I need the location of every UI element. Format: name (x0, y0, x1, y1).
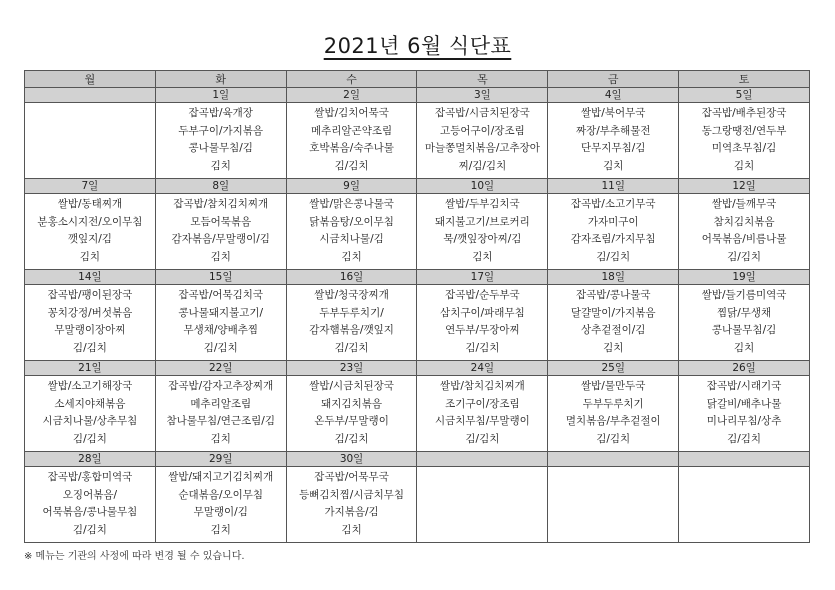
day-date (417, 452, 548, 467)
day-menu (155, 103, 286, 179)
menu-item: 김치 (341, 250, 362, 263)
menu-item: 참치김치볶음 (713, 215, 775, 228)
menu-item: 김치 (603, 341, 624, 354)
menu-item: 등뼈김치찜/시금치무침 (299, 488, 405, 501)
menu-item: 두부두루치기 (582, 397, 644, 410)
day-menu (286, 194, 417, 270)
day-menu (25, 194, 156, 270)
menu-item: 고등어구이/장조림 (440, 124, 525, 137)
menu-item: 가자미구이 (587, 215, 639, 228)
date-row (25, 270, 810, 285)
menu-item: 쌀밥/김치어묵국 (314, 107, 389, 119)
day-menu (155, 285, 286, 361)
day-date: 24일 (417, 361, 548, 376)
menu-item: 잡곡밥/어묵무국 (314, 471, 389, 483)
menu-item: 쌀밥/참치김치찌개 (440, 380, 525, 392)
day-date: 28일 (25, 452, 156, 467)
day-date (25, 88, 156, 103)
menu-item: 상추겉절이/김 (581, 324, 646, 336)
menu-item: 콩나물무침/김 (188, 142, 253, 154)
menu-item: 잡곡밥/팽이된장국 (47, 289, 133, 301)
menu-item: 감자볶음/무말랭이/김 (171, 233, 270, 245)
menu-item: 잡곡밥/어묵김치국 (178, 289, 264, 301)
day-menu (417, 103, 548, 179)
menu-item: 닭갈비/배추나물 (706, 397, 782, 410)
menu-row (25, 285, 810, 361)
menu-item: 쌀밥/맑은콩나물국 (309, 198, 394, 210)
menu-item: 어묵볶음/비름나물 (701, 233, 787, 245)
menu-item: 김/김치 (334, 341, 369, 354)
day-date: 12일 (679, 179, 810, 194)
menu-row (25, 194, 810, 270)
menu-item: 김치 (210, 250, 231, 263)
menu-item: 잡곡밥/배추된장국 (701, 107, 787, 119)
day-date: 7일 (25, 179, 156, 194)
menu-item: 잡곡밥/홍합미역국 (47, 471, 133, 483)
day-date: 4일 (548, 88, 679, 103)
day-date: 2일 (286, 88, 417, 103)
day-date: 29일 (155, 452, 286, 467)
day-menu (548, 194, 679, 270)
menu-item: 순대볶음/오이무침 (178, 488, 264, 501)
date-row (25, 88, 810, 103)
day-menu (679, 194, 810, 270)
day-menu (25, 376, 156, 452)
menu-item: 메추리알조림 (190, 397, 252, 410)
menu-item: 깻잎지/김 (67, 233, 112, 245)
menu-item: 김치 (210, 432, 231, 445)
day-menu (417, 467, 548, 543)
menu-item: 김치 (341, 523, 362, 536)
day-date: 15일 (155, 270, 286, 285)
menu-item: 김치 (210, 159, 231, 172)
day-menu (548, 467, 679, 543)
day-menu (25, 467, 156, 543)
menu-item: 돼지김치볶음 (321, 397, 382, 410)
day-date: 3일 (417, 88, 548, 103)
day-menu (679, 103, 810, 179)
weekday-header: 토 (679, 71, 810, 88)
day-menu (417, 285, 548, 361)
menu-item: 두부두루치기/ (319, 306, 384, 319)
menu-item: 잡곡밥/육개장 (188, 107, 253, 119)
menu-item: 쌀밥/물만두국 (581, 380, 646, 392)
menu-item: 조기구이/장조림 (445, 397, 520, 410)
weekday-header: 금 (548, 71, 679, 88)
page-title: 2021년 6월 식단표 (323, 34, 512, 58)
day-menu (417, 376, 548, 452)
menu-item: 쌀밥/소고기해장국 (47, 380, 133, 392)
day-date: 11일 (548, 179, 679, 194)
menu-item: 무말랭이장아찌 (54, 324, 126, 336)
menu-item: 삼치구이/파래무침 (440, 306, 525, 319)
menu-item: 잡곡밥/시래기국 (706, 380, 782, 392)
menu-item: 잡곡밥/시금치된장국 (434, 107, 530, 119)
menu-item: 김/김치 (727, 432, 762, 445)
menu-item: 쌀밥/청국장찌개 (314, 289, 389, 301)
day-menu (25, 103, 156, 179)
day-menu (155, 467, 286, 543)
day-date: 14일 (25, 270, 156, 285)
weekday-header: 월 (25, 71, 156, 88)
menu-item: 시금치나물/김 (319, 233, 384, 245)
menu-item: 김/김치 (596, 432, 631, 445)
menu-item: 김치 (733, 341, 755, 354)
menu-item: 김/김치 (203, 341, 238, 354)
day-date (548, 452, 679, 467)
menu-item: 분홍소시지전/오이무침 (37, 215, 143, 228)
day-menu (286, 467, 417, 543)
day-menu (286, 103, 417, 179)
menu-item: 묵/깻잎장아찌/김 (443, 233, 522, 245)
day-date: 16일 (286, 270, 417, 285)
menu-item: 가지볶음/김 (324, 506, 379, 518)
date-row (25, 452, 810, 467)
meal-calendar (24, 70, 810, 543)
menu-item: 무말랭이/김 (193, 506, 248, 518)
weekday-header: 목 (417, 71, 548, 88)
date-row (25, 361, 810, 376)
menu-item: 김/김치 (334, 432, 369, 445)
menu-item: 김치 (472, 250, 493, 263)
day-date: 8일 (155, 179, 286, 194)
menu-item: 오징어볶음/ (62, 488, 118, 501)
menu-item: 호박볶음/숙주나물 (309, 142, 394, 154)
menu-item: 단무지무침/김 (581, 142, 646, 154)
date-row (25, 179, 810, 194)
menu-item: 소세지야채볶음 (54, 397, 126, 410)
menu-item: 김/김치 (465, 341, 500, 354)
menu-item: 김/김치 (72, 523, 107, 536)
weekday-header: 화 (155, 71, 286, 88)
day-date: 9일 (286, 179, 417, 194)
menu-item: 잡곡밥/콩나물국 (575, 289, 651, 301)
menu-item: 쌀밥/두부김치국 (445, 198, 520, 210)
menu-row (25, 376, 810, 452)
menu-item: 참나물무침/연근조림/김 (166, 415, 275, 427)
menu-item: 모듬어묵볶음 (190, 215, 252, 228)
menu-item: 쌀밥/북어무국 (581, 107, 646, 119)
menu-row (25, 467, 810, 543)
menu-item: 김/김치 (727, 250, 762, 263)
weekday-header-row (25, 71, 810, 88)
menu-item: 미나리무침/상추 (706, 415, 782, 427)
day-menu (155, 376, 286, 452)
footnote: ※ 메뉴는 기관의 사정에 따라 변경 될 수 있습니다. (24, 551, 245, 562)
menu-item: 잡곡밥/소고기무국 (570, 198, 656, 210)
menu-item: 무생채/양배추찜 (183, 324, 259, 336)
day-menu (679, 376, 810, 452)
menu-item: 김/김치 (72, 432, 107, 445)
day-menu (25, 285, 156, 361)
day-date: 25일 (548, 361, 679, 376)
menu-item: 김치 (210, 523, 231, 536)
menu-item: 두부구이/가지볶음 (178, 124, 264, 137)
menu-row (25, 103, 810, 179)
menu-item: 쌀밥/동태찌개 (57, 198, 123, 210)
menu-item: 미역초무침/김 (711, 142, 777, 154)
menu-item: 쌀밥/시금치된장국 (309, 380, 394, 392)
day-menu (286, 376, 417, 452)
menu-item: 닭볶음탕/오이무침 (309, 215, 394, 228)
day-date: 22일 (155, 361, 286, 376)
menu-item: 메추리알곤약조림 (310, 124, 393, 137)
menu-item: 김치 (603, 159, 624, 172)
day-date: 10일 (417, 179, 548, 194)
menu-item: 콩나물돼지불고기/ (178, 306, 264, 319)
menu-item: 감자햄볶음/깻잎지 (309, 324, 394, 336)
day-menu (155, 194, 286, 270)
menu-item: 김/김치 (72, 341, 107, 354)
menu-item: 김치 (79, 250, 101, 263)
day-date: 26일 (679, 361, 810, 376)
menu-item: 어묵볶음/콩나물무침 (42, 506, 138, 518)
day-menu (548, 376, 679, 452)
day-date: 30일 (286, 452, 417, 467)
day-date: 1일 (155, 88, 286, 103)
day-menu (417, 194, 548, 270)
menu-item: 쌀밥/들기름미역국 (701, 289, 787, 301)
day-menu (679, 285, 810, 361)
menu-item: 찜닭/무생채 (716, 306, 772, 319)
menu-item: 연두부/무장아찌 (445, 324, 520, 336)
menu-item: 콩나물무침/김 (711, 324, 777, 336)
weekday-header: 수 (286, 71, 417, 88)
day-date: 21일 (25, 361, 156, 376)
menu-item: 김/김치 (596, 250, 631, 263)
menu-item: 찌/김/김치 (458, 159, 507, 172)
menu-item: 마늘쫑멸치볶음/고추장아 (424, 142, 540, 154)
day-date: 17일 (417, 270, 548, 285)
menu-item: 쌀밥/들깨무국 (711, 198, 777, 210)
menu-item: 김치 (733, 159, 755, 172)
menu-item: 김/김치 (465, 432, 500, 445)
day-date (679, 452, 810, 467)
day-menu (548, 103, 679, 179)
day-menu (679, 467, 810, 543)
menu-item: 동그랑땡전/연두부 (701, 124, 787, 137)
day-date: 23일 (286, 361, 417, 376)
menu-item: 멸치볶음/부추겉절이 (565, 415, 661, 427)
menu-item: 김/김치 (334, 159, 369, 172)
menu-item: 쌀밥/돼지고기김치찌개 (168, 471, 274, 483)
day-menu (548, 285, 679, 361)
menu-item: 온두부/무말랭이 (314, 415, 389, 427)
menu-item: 잡곡밥/참치김치찌개 (173, 198, 269, 210)
menu-item: 짜장/부추해물전 (575, 124, 651, 137)
menu-item: 시금치무침/무말랭이 (434, 415, 530, 427)
menu-item: 꽁치강정/버섯볶음 (47, 306, 133, 319)
menu-item: 달걀말이/가지볶음 (570, 306, 656, 319)
menu-item: 잡곡밥/순두부국 (445, 289, 520, 301)
menu-item: 감자조림/가지무침 (570, 233, 656, 245)
day-menu (286, 285, 417, 361)
menu-item: 시금치나물/상추무침 (42, 415, 138, 427)
day-date: 19일 (679, 270, 810, 285)
menu-item: 돼지불고기/브로커리 (434, 215, 530, 228)
day-date: 5일 (679, 88, 810, 103)
menu-item: 잡곡밥/감자고추장찌개 (168, 380, 274, 392)
day-date: 18일 (548, 270, 679, 285)
